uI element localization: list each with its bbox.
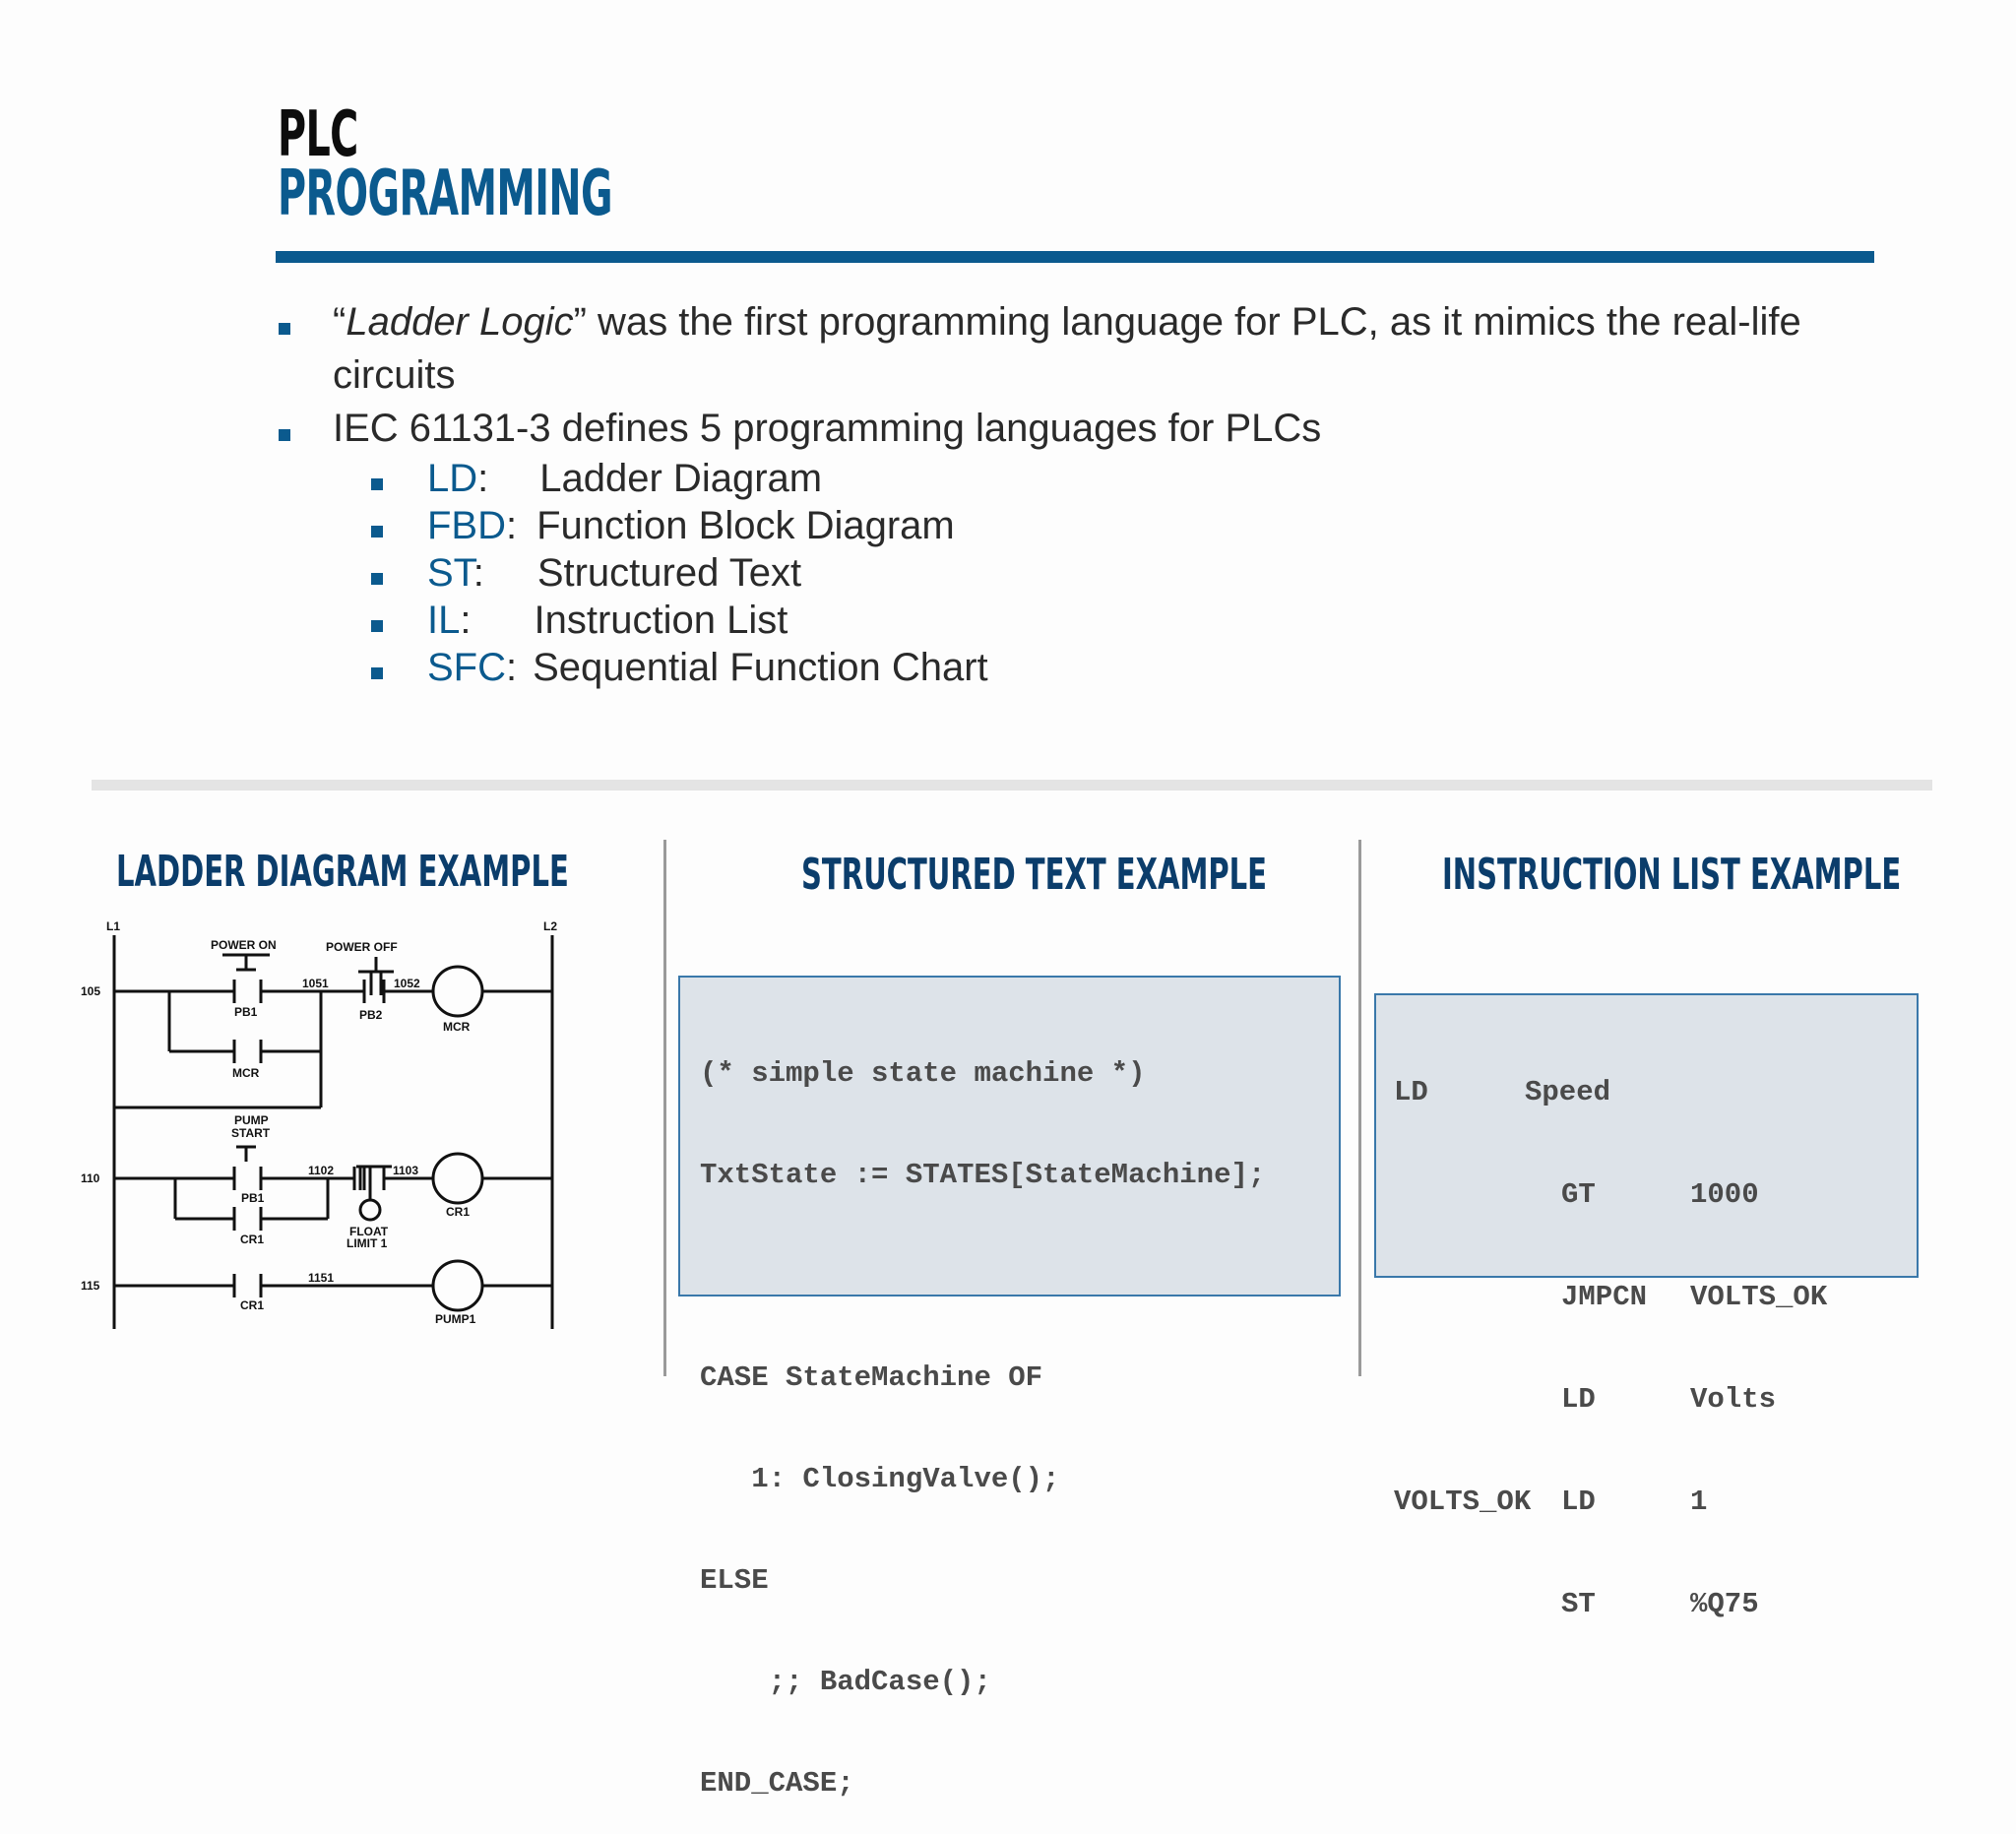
label-pump1: PUMP1 bbox=[435, 1312, 476, 1326]
wire-number: 1102 bbox=[308, 1164, 335, 1177]
il-row bbox=[1394, 1176, 1917, 1214]
language-abbr: LD bbox=[427, 457, 478, 500]
wire-number: 1151 bbox=[308, 1271, 335, 1285]
ladder-diagram bbox=[69, 911, 581, 1344]
title-line-plc: PLC bbox=[278, 98, 358, 171]
label-power-on: POWER ON bbox=[211, 938, 277, 952]
rung-number: 110 bbox=[81, 1171, 100, 1185]
label-pump: PUMP bbox=[234, 1113, 269, 1127]
language-abbr: ST bbox=[427, 551, 473, 595]
il-op: ST bbox=[1561, 1588, 1596, 1620]
bullet-square-icon bbox=[371, 526, 383, 538]
label-l1: L1 bbox=[106, 919, 121, 933]
label-l2: L2 bbox=[543, 919, 558, 933]
label-cr1: CR1 bbox=[240, 1298, 265, 1312]
language-name: Function Block Diagram bbox=[536, 504, 955, 547]
code-line: 1: ClosingValve(); bbox=[700, 1463, 1060, 1495]
language-item: IL: Instruction List bbox=[276, 597, 1870, 644]
rung-number: 105 bbox=[81, 984, 101, 998]
language-name: Structured Text bbox=[536, 551, 802, 595]
instruction-list-code bbox=[1374, 993, 1919, 1620]
il-arg: VOLTS_OK bbox=[1690, 1281, 1828, 1313]
bullet-square-icon bbox=[371, 667, 383, 679]
bullet-quote-open: “ bbox=[333, 300, 346, 344]
bullet-square-icon bbox=[371, 478, 383, 490]
language-abbr: SFC bbox=[427, 646, 506, 689]
bullet-iec-text: IEC 61131-3 defines 5 programming languages for PLCs bbox=[333, 407, 1322, 450]
label-cr1-coil: CR1 bbox=[446, 1205, 471, 1219]
ladder-labels bbox=[81, 919, 557, 1326]
il-row bbox=[1394, 1586, 1917, 1623]
il-arg: 1 bbox=[1690, 1486, 1708, 1518]
bullet-square-icon bbox=[279, 323, 290, 335]
language-item: FBD: Function Block Diagram bbox=[276, 502, 1870, 549]
il-row bbox=[1394, 1074, 1917, 1111]
code-line: (* simple state machine *) bbox=[700, 1057, 1146, 1090]
bullet-square-icon bbox=[279, 429, 290, 441]
il-op: Speed bbox=[1525, 1076, 1611, 1108]
bullet-square-icon bbox=[371, 573, 383, 585]
title-underline bbox=[276, 251, 1874, 263]
il-arg: %Q75 bbox=[1690, 1588, 1759, 1620]
wire-number: 1103 bbox=[393, 1164, 419, 1177]
ladder-diagram-title: LADDER DIAGRAM EXAMPLE bbox=[116, 847, 569, 897]
code-line: ;; BadCase(); bbox=[700, 1666, 991, 1698]
language-item: LD: Ladder Diagram bbox=[276, 455, 1870, 502]
label-start: START bbox=[231, 1126, 271, 1140]
language-name: Instruction List bbox=[534, 599, 788, 642]
bullet-ladder-logic-italic: Ladder Logic bbox=[346, 300, 574, 344]
il-op: LD bbox=[1561, 1383, 1596, 1416]
il-row bbox=[1394, 1279, 1917, 1316]
bullet-ladder-logic-text: ” was the first programming language for PLC, as it mimics the real-life circuits bbox=[333, 300, 1801, 397]
label-float: FLOAT bbox=[349, 1225, 389, 1238]
il-arg: 1000 bbox=[1690, 1178, 1759, 1211]
bullet-list bbox=[276, 295, 1870, 691]
bullet-ladder-logic bbox=[276, 295, 1870, 402]
language-abbr: IL bbox=[427, 599, 461, 642]
code-line: TxtState := STATES[StateMachine]; bbox=[700, 1159, 1266, 1191]
ladder-wires bbox=[114, 935, 552, 1329]
il-row bbox=[1394, 1381, 1917, 1419]
label-pb1: PB1 bbox=[234, 1005, 258, 1019]
language-item: ST: Structured Text bbox=[276, 549, 1870, 597]
wire-number: 1052 bbox=[394, 977, 420, 990]
il-op: LD bbox=[1561, 1486, 1596, 1518]
title-line-programming: PROGRAMMING bbox=[278, 158, 612, 230]
code-line: CASE StateMachine OF bbox=[700, 1361, 1043, 1394]
language-name: Sequential Function Chart bbox=[533, 646, 988, 689]
label-power-off: POWER OFF bbox=[326, 940, 398, 954]
label-pb2: PB2 bbox=[359, 1008, 383, 1022]
instruction-list-title: INSTRUCTION LIST EXAMPLE bbox=[1442, 850, 1902, 900]
il-arg: Volts bbox=[1690, 1383, 1777, 1416]
code-line: END_CASE; bbox=[700, 1767, 854, 1800]
il-op: GT bbox=[1561, 1178, 1596, 1211]
bullet-square-icon bbox=[371, 620, 383, 632]
column-divider-right bbox=[1358, 840, 1361, 1376]
language-abbr: FBD bbox=[427, 504, 506, 547]
structured-text-title: STRUCTURED TEXT EXAMPLE bbox=[801, 850, 1267, 900]
wire-number: 1051 bbox=[302, 977, 329, 990]
section-divider bbox=[92, 780, 1932, 791]
language-item: SFC: Sequential Function Chart bbox=[276, 644, 1870, 691]
label-pb1: PB1 bbox=[241, 1191, 265, 1205]
column-divider-left bbox=[663, 840, 666, 1376]
il-label: VOLTS_OK bbox=[1394, 1486, 1532, 1518]
code-line bbox=[700, 1258, 1339, 1295]
code-line: ELSE bbox=[700, 1564, 769, 1597]
bullet-iec bbox=[276, 402, 1870, 455]
label-mcr-contact: MCR bbox=[232, 1066, 260, 1080]
language-name: Ladder Diagram bbox=[539, 457, 823, 500]
label-mcr-coil: MCR bbox=[443, 1020, 471, 1034]
rung-number: 115 bbox=[81, 1279, 100, 1293]
structured-text-code bbox=[678, 976, 1341, 1800]
il-label: LD bbox=[1394, 1076, 1428, 1108]
il-row bbox=[1394, 1484, 1917, 1521]
label-limit: LIMIT 1 bbox=[346, 1236, 388, 1250]
label-cr1: CR1 bbox=[240, 1233, 265, 1246]
il-op: JMPCN bbox=[1561, 1281, 1648, 1313]
